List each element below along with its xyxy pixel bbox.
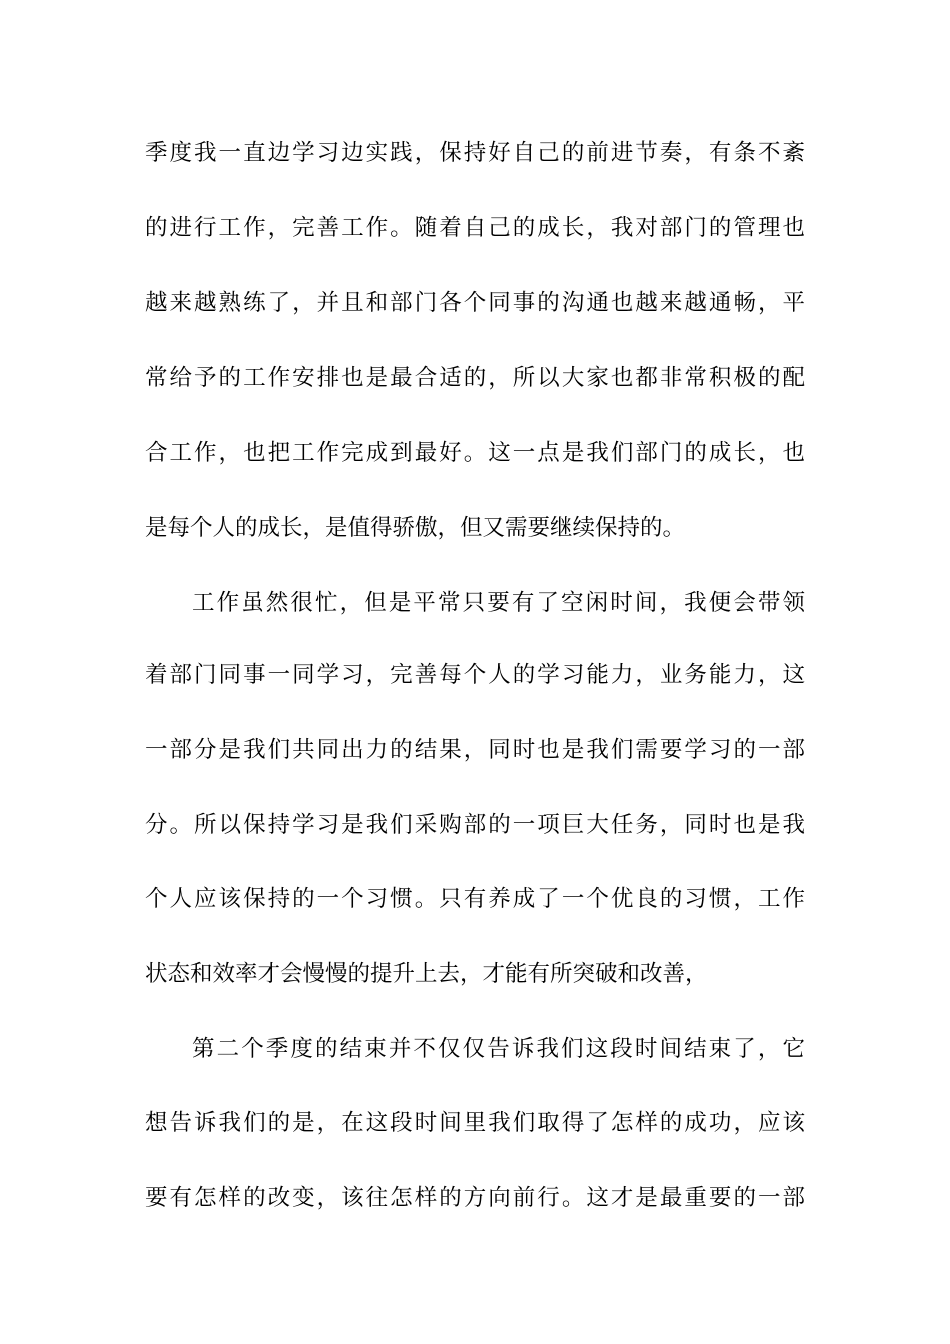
text-line: 常给予的工作安排也是最合适的，所以大家也都非常积极的配 [145,365,805,391]
text-line: 越来越熟练了，并且和部门各个同事的沟通也越来越通畅，平 [145,290,805,316]
text-line: 工作虽然很忙，但是平常只要有了空闲时间，我便会带领 [192,590,805,616]
text-line: 的进行工作，完善工作。随着自己的成长，我对部门的管理也 [145,215,805,241]
text-line: 合工作，也把工作完成到最好。这一点是我们部门的成长，也 [145,440,805,466]
text-line: 分。所以保持学习是我们采购部的一项巨大任务，同时也是我 [145,812,805,838]
text-line: 季度我一直边学习边实践，保持好自己的前进节奏，有条不紊 [145,140,805,166]
text-line: 着部门同事一同学习，完善每个人的学习能力，业务能力，这 [145,662,805,688]
text-line: 个人应该保持的一个习惯。只有养成了一个优良的习惯，工作 [145,886,805,912]
text-line: 状态和效率才会慢慢的提升上去，才能有所突破和改善， [145,961,708,987]
text-line: 要有怎样的改变，该往怎样的方向前行。这才是最重要的一部 [145,1185,805,1211]
text-line: 是每个人的成长，是值得骄傲，但又需要继续保持的。 [145,515,686,541]
text-line: 想告诉我们的是，在这段时间里我们取得了怎样的成功，应该 [145,1110,805,1136]
text-line: 第二个季度的结束并不仅仅告诉我们这段时间结束了，它 [192,1036,805,1062]
text-line: 一部分是我们共同出力的结果，同时也是我们需要学习的一部 [145,737,805,763]
